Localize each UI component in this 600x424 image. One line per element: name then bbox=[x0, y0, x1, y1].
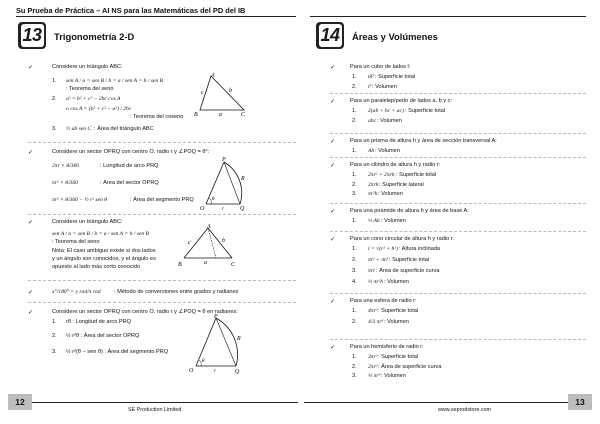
center-o: O bbox=[189, 368, 194, 374]
side-c: c bbox=[201, 90, 204, 96]
radius-r: r bbox=[214, 369, 216, 374]
side-c: c bbox=[188, 240, 191, 246]
formula-label: : Volumen bbox=[372, 83, 397, 90]
formula-label: : Altura inclinada bbox=[399, 246, 441, 252]
item-number: 1. bbox=[52, 78, 57, 84]
point-r: R bbox=[237, 336, 241, 342]
check-icon: ✓ bbox=[330, 65, 336, 71]
item-number: 3. bbox=[352, 373, 357, 379]
formula: 2(ab + bc + ac) bbox=[368, 108, 404, 114]
check-icon: ✓ bbox=[330, 237, 336, 243]
formula-label: : Volumen bbox=[377, 117, 402, 124]
triangle-area-formula: ½ ab sen C bbox=[66, 126, 92, 132]
item-number: 4. bbox=[352, 279, 357, 285]
check-icon: ✓ bbox=[330, 299, 336, 305]
item-number: 3. bbox=[352, 268, 357, 274]
sector-diagram-degrees bbox=[196, 156, 252, 212]
arc-length-label: : Longitud de arco PRQ bbox=[100, 163, 159, 169]
formula-label: : Volumen bbox=[384, 319, 409, 325]
divider bbox=[28, 302, 296, 303]
check-icon: ✓ bbox=[28, 290, 34, 296]
side-b: b bbox=[222, 238, 225, 244]
divider bbox=[330, 231, 586, 232]
item-number: 3. bbox=[52, 126, 57, 132]
angle-theta: θ bbox=[212, 197, 215, 202]
center-o: O bbox=[200, 206, 205, 212]
divider bbox=[330, 339, 586, 340]
item-number: 2. bbox=[352, 319, 357, 325]
formula: l³ bbox=[368, 83, 372, 90]
formula-label: : Volumen bbox=[375, 148, 400, 154]
divider bbox=[330, 157, 586, 158]
side-a: a bbox=[204, 260, 207, 266]
vertex-a: A bbox=[211, 73, 215, 79]
item-number: 1. bbox=[352, 354, 357, 360]
divider bbox=[330, 203, 586, 204]
footer-rule-right bbox=[304, 402, 586, 403]
formula-label: : Volumen bbox=[381, 218, 406, 224]
formula-label: : Superficie total bbox=[378, 354, 419, 360]
conversion-formula: x°/180° = y rad/π rad bbox=[52, 289, 101, 295]
left-page bbox=[14, 22, 300, 52]
section-number-badge: 14 bbox=[316, 22, 344, 49]
item-number: 1. bbox=[352, 218, 357, 224]
formula-label: : Volumen bbox=[378, 191, 403, 197]
formula-label: : Superficie total bbox=[405, 108, 446, 114]
conversion-label: : Método de conversiones entre grados y radianes bbox=[114, 289, 239, 295]
item-number: 2. bbox=[352, 83, 357, 90]
item-number: 1. bbox=[352, 308, 357, 314]
formula: ⅓ Ah bbox=[368, 218, 380, 224]
vertex-b: B bbox=[178, 262, 182, 268]
point-r: R bbox=[241, 176, 245, 182]
item-number: 1. bbox=[352, 148, 357, 154]
item-number: 1. bbox=[352, 172, 357, 178]
group-intro: Para un cono circular de altura h y radio r: bbox=[350, 236, 455, 242]
formula-label: : Superficie lateral bbox=[379, 181, 424, 188]
divider bbox=[330, 93, 586, 94]
segment-area-label: : Área del segmento PRQ bbox=[130, 197, 194, 203]
group-intro: Para un cubo de lados l: bbox=[350, 64, 411, 70]
item-number: 2. bbox=[352, 257, 357, 263]
vertex-a: A bbox=[207, 224, 211, 230]
side-a: a bbox=[219, 112, 222, 118]
formula-label: : Volumen bbox=[384, 279, 409, 285]
check-icon: ✓ bbox=[28, 150, 34, 156]
divider bbox=[28, 214, 296, 215]
triangle-abc-diagram bbox=[192, 72, 248, 118]
divider bbox=[28, 280, 296, 281]
formula: πrl bbox=[368, 268, 375, 274]
arc-length-formula: 2πr × θ/360 bbox=[52, 163, 80, 169]
sine-rule-formula: sen A / a = sen B / b = a / sen A = b / sen B bbox=[66, 78, 163, 84]
item-number: 1. bbox=[352, 74, 357, 80]
formula-label: : Volumen bbox=[381, 373, 406, 379]
arc-length-radians: rθ : Longitud de arco PRQ bbox=[66, 319, 131, 325]
formula: 4πr² bbox=[368, 308, 378, 314]
point-p: P bbox=[222, 157, 226, 163]
note-line: y un ángulo son conocidos, y el ángulo es bbox=[52, 256, 156, 262]
sine-rule-formula: sen A / a = sen B / b = a / sen A = b / sen B bbox=[52, 231, 149, 237]
note-line: opuesto al lado más corto conocido bbox=[52, 264, 141, 270]
group-intro: Para un hemisferio de radio r: bbox=[350, 344, 424, 350]
formula-label: : Superficie total bbox=[389, 257, 430, 263]
cosine-rule-label: : Teorema del coseno bbox=[130, 114, 184, 120]
check-icon: ✓ bbox=[330, 209, 336, 215]
footer-rule-left bbox=[16, 402, 298, 403]
item-number: 2. bbox=[352, 363, 357, 370]
page-number-left: 12 bbox=[8, 394, 32, 410]
right-page bbox=[312, 22, 588, 52]
sector-area-radians: ½ r²θ : Área del sector OPRQ bbox=[66, 333, 140, 339]
formula: 6l² bbox=[368, 74, 375, 80]
group-intro: Para un cilindro de altura h y radio r: bbox=[350, 162, 441, 168]
vertex-c: C bbox=[241, 112, 246, 118]
section-number-badge: 13 bbox=[18, 22, 46, 49]
segment-area-formula: πr² × θ/360 − ½ r² sen θ bbox=[52, 197, 107, 203]
formula-label: : Superficie total bbox=[378, 308, 419, 314]
sector-area-label: : Área del sector OPRQ bbox=[100, 180, 159, 186]
check-icon: ✓ bbox=[330, 163, 336, 169]
footer-publisher: SE Production Limited bbox=[128, 407, 182, 413]
note-line: Nota: El caso ambiguo existe si dos lados bbox=[52, 248, 156, 254]
item-number: 3. bbox=[352, 191, 357, 197]
cosine-rule-formula: a² = b² + c² − 2bc cos A bbox=[66, 96, 121, 102]
point-q: Q bbox=[240, 206, 245, 212]
item-number: 2. bbox=[52, 333, 57, 339]
formula: πr²h bbox=[368, 191, 378, 197]
point-q: Q bbox=[235, 369, 240, 374]
page-header bbox=[0, 0, 600, 20]
check-icon: ✓ bbox=[330, 139, 336, 145]
vertex-b: B bbox=[194, 112, 198, 118]
header-title: Su Prueba de Práctica – AI NS para las Matemáticas del PD del IB bbox=[16, 6, 246, 15]
formula: l = √(r² + h²) bbox=[368, 246, 398, 252]
formula-label: : Superficie total bbox=[375, 74, 416, 80]
check-icon: ✓ bbox=[28, 220, 34, 226]
group-intro: Para un paralelepípedo de lados a, b y c: bbox=[350, 98, 453, 104]
section-header-13 bbox=[14, 22, 300, 52]
block-intro: Considere un sector OPRQ con centro O, radio r y ∠POQ = θ°: bbox=[52, 149, 210, 155]
group-intro: Para una pirámide de altura h y área de base A: bbox=[350, 208, 469, 214]
formula-label: : Área de superficie curva bbox=[378, 363, 442, 370]
ambiguous-triangle-diagram bbox=[178, 222, 248, 268]
vertex-c: C bbox=[231, 262, 236, 268]
formula: Ah bbox=[368, 148, 375, 154]
formula-label: : Área de superficie curva bbox=[376, 268, 440, 274]
formula: ⅓ πr²h bbox=[368, 279, 384, 285]
page-number-right: 13 bbox=[568, 394, 592, 410]
formula: πr² + πrl bbox=[368, 257, 388, 263]
check-icon: ✓ bbox=[28, 65, 34, 71]
sine-rule-label: : Teorema del seno bbox=[66, 86, 114, 92]
check-icon: ✓ bbox=[330, 99, 336, 105]
check-icon: ✓ bbox=[28, 310, 34, 316]
item-number: 2. bbox=[52, 96, 57, 102]
formula: ⅔ πr³ bbox=[368, 373, 381, 379]
header-rule-right bbox=[310, 16, 586, 17]
item-number: 2. bbox=[352, 117, 357, 124]
radius-r: r bbox=[222, 207, 224, 212]
divider bbox=[28, 142, 296, 143]
section-header-14 bbox=[312, 22, 588, 52]
item-number: 1. bbox=[352, 246, 357, 252]
section-title: Áreas y Volúmenes bbox=[352, 31, 438, 42]
block-intro: Considere un triángulo ABC: bbox=[52, 219, 123, 225]
section-title: Trigonometría 2-D bbox=[54, 31, 135, 42]
group-intro: Para una esfera de radio r: bbox=[350, 298, 417, 304]
block-intro: Considere un triángulo ABC: bbox=[52, 64, 123, 70]
sine-rule-label: : Teorema del seno bbox=[52, 239, 100, 245]
item-number: 1. bbox=[52, 319, 57, 325]
item-number: 1. bbox=[352, 108, 357, 114]
segment-area-radians: ½ r²(θ − sen θ) : Área del segmento PRQ bbox=[66, 349, 169, 355]
sector-area-formula: πr² × θ/360 bbox=[52, 180, 78, 186]
footer-website: www.seprodstore.com bbox=[438, 407, 492, 413]
divider bbox=[330, 293, 586, 294]
side-b: b bbox=[229, 88, 232, 94]
header-rule-left bbox=[16, 16, 296, 17]
triangle-area-label: : Área del triángulo ABC bbox=[94, 126, 154, 132]
item-number: 3. bbox=[52, 349, 57, 355]
group-intro: Para un prisma de altura h y área de sección transversal A: bbox=[350, 138, 497, 144]
angle-theta: θ bbox=[202, 359, 205, 364]
check-icon: ✓ bbox=[330, 345, 336, 351]
formula: 3πr² bbox=[368, 354, 378, 360]
divider bbox=[330, 133, 586, 134]
formula-label: : Superficie total bbox=[396, 172, 437, 178]
point-p: P bbox=[214, 314, 218, 320]
block-intro: Considere un sector OPRQ con centro O, radio r y ∠POQ = θ en radianes: bbox=[52, 309, 238, 315]
item-number: 2. bbox=[352, 181, 357, 188]
cosine-rule-alt-formula: o cos A = (b² + c² − a²) / 2bc bbox=[66, 106, 132, 112]
formula: 2πr² + 2πrh bbox=[368, 172, 395, 178]
formula: 4/3 πr³ bbox=[368, 319, 384, 325]
formula: abc bbox=[368, 117, 377, 124]
sector-diagram-radians bbox=[184, 314, 248, 374]
formula: 2πrh bbox=[368, 181, 379, 188]
formula: 2πr² bbox=[368, 363, 378, 370]
